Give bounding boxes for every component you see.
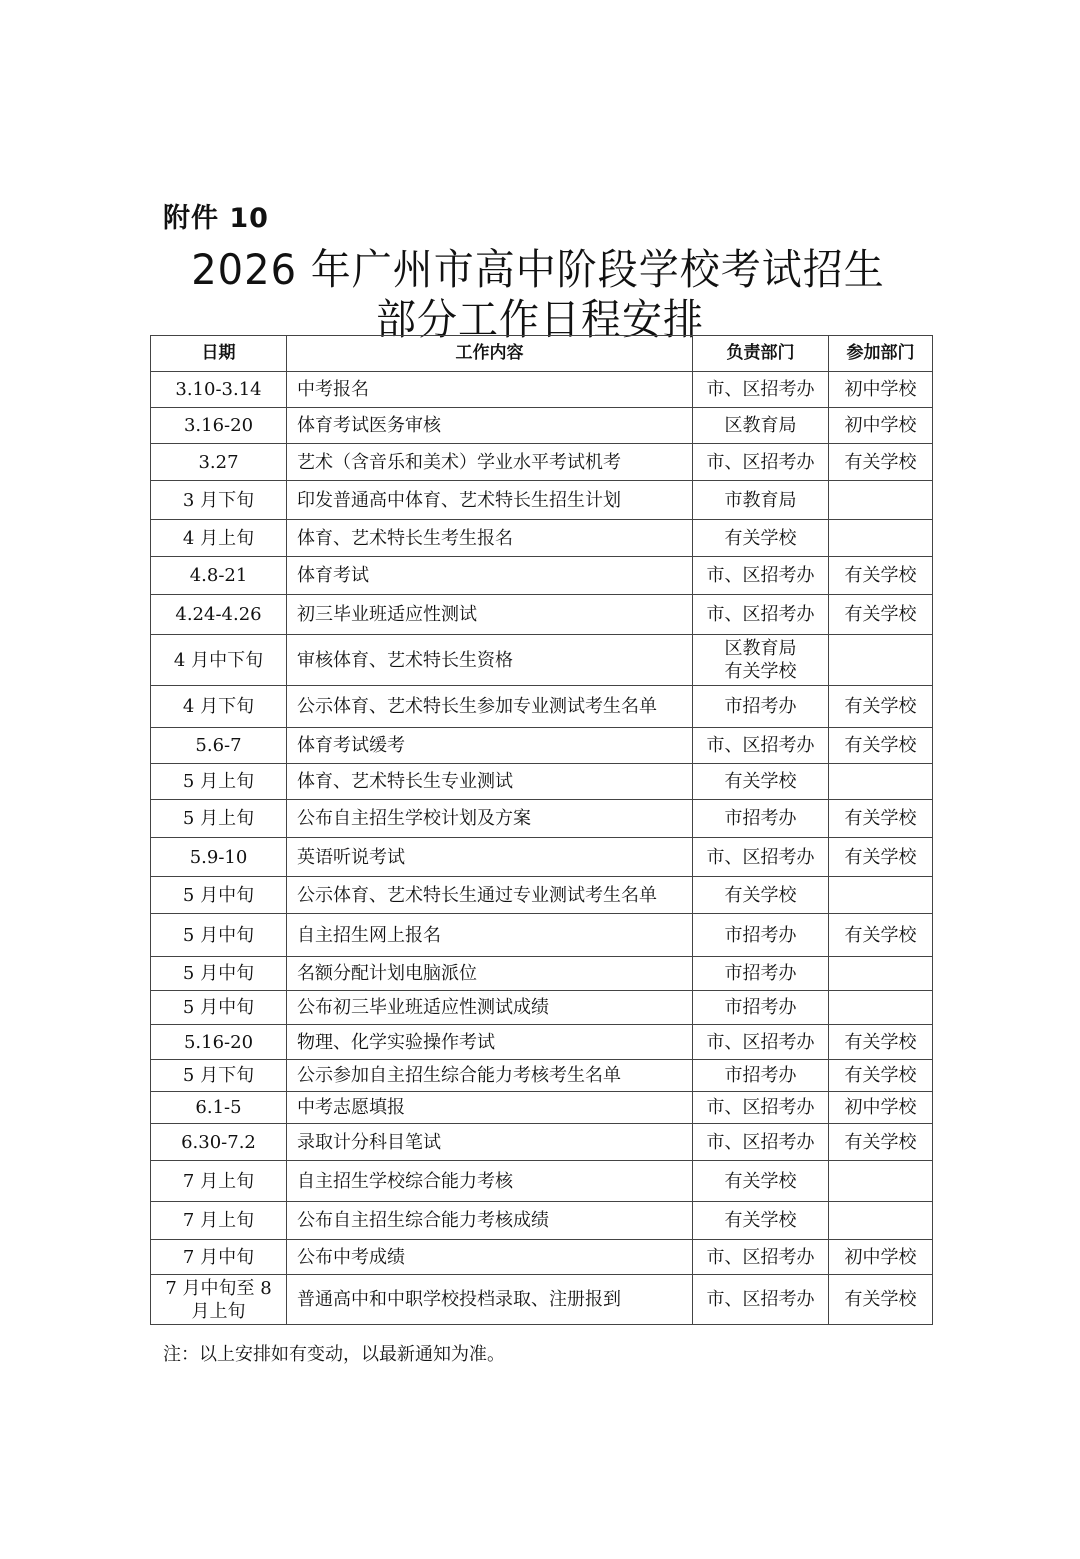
cell-participating [829,1202,933,1240]
cell-responsible: 市、区招考办 [693,1240,829,1275]
cell-task: 自主招生网上报名 [287,914,693,957]
header-task: 工作内容 [287,336,693,372]
cell-date: 5 月下旬 [151,1060,287,1092]
cell-participating [829,957,933,991]
cell-responsible: 市、区招考办 [693,728,829,764]
table-row [151,1275,933,1325]
cell-date: 6.30-7.2 [151,1124,287,1161]
cell-date: 5.16-20 [151,1025,287,1060]
cell-task: 录取计分科目笔试 [287,1124,693,1161]
cell-responsible: 市、区招考办 [693,372,829,408]
table-row [151,686,933,728]
cell-participating [829,481,933,520]
cell-responsible: 市招考办 [693,686,829,728]
footnote: 注：以上安排如有变动，以最新通知为准。 [163,1344,505,1365]
table-row [151,1124,933,1161]
cell-task: 体育考试医务审核 [287,408,693,444]
cell-task: 公布中考成绩 [287,1240,693,1275]
cell-task: 英语听说考试 [287,838,693,877]
cell-responsible: 市招考办 [693,800,829,838]
table-row [151,838,933,877]
cell-task: 体育、艺术特长生专业测试 [287,764,693,800]
cell-date: 4 月中下旬 [151,635,287,686]
table-row [151,1202,933,1240]
cell-responsible: 区教育局 [693,408,829,444]
cell-responsible: 有关学校 [693,877,829,914]
table-row [151,372,933,408]
cell-task: 物理、化学实验操作考试 [287,1025,693,1060]
cell-responsible: 有关学校 [693,764,829,800]
cell-participating: 有关学校 [829,800,933,838]
table-row [151,408,933,444]
cell-responsible: 有关学校 [693,1202,829,1240]
cell-participating [829,991,933,1025]
cell-participating [829,1161,933,1202]
cell-task: 普通高中和中职学校投档录取、注册报到 [287,1275,693,1325]
cell-responsible: 区教育局 有关学校 [693,635,829,686]
cell-responsible: 市招考办 [693,914,829,957]
cell-date: 3.10-3.14 [151,372,287,408]
cell-date: 3 月下旬 [151,481,287,520]
cell-task: 公示参加自主招生综合能力考核考生名单 [287,1060,693,1092]
cell-date: 5.6-7 [151,728,287,764]
table-row [151,914,933,957]
cell-task: 艺术（含音乐和美术）学业水平考试机考 [287,444,693,481]
attachment-label: 附件 10 [163,203,269,234]
cell-date: 4 月下旬 [151,686,287,728]
cell-task: 公布自主招生综合能力考核成绩 [287,1202,693,1240]
cell-task: 中考志愿填报 [287,1092,693,1124]
cell-responsible: 市招考办 [693,991,829,1025]
table-row [151,481,933,520]
table-row [151,764,933,800]
schedule-table [150,335,933,1325]
table-row [151,728,933,764]
cell-responsible: 市教育局 [693,481,829,520]
cell-task: 公示体育、艺术特长生参加专业测试考生名单 [287,686,693,728]
cell-date: 5 月上旬 [151,800,287,838]
cell-participating [829,635,933,686]
cell-task: 印发普通高中体育、艺术特长生招生计划 [287,481,693,520]
cell-participating: 初中学校 [829,372,933,408]
cell-date: 5.9-10 [151,838,287,877]
table-row [151,957,933,991]
cell-responsible: 市、区招考办 [693,444,829,481]
cell-task: 审核体育、艺术特长生资格 [287,635,693,686]
table-row [151,1025,933,1060]
cell-responsible: 市、区招考办 [693,1124,829,1161]
cell-date: 3.27 [151,444,287,481]
table-row [151,1161,933,1202]
cell-responsible: 市、区招考办 [693,1025,829,1060]
header-responsible: 负责部门 [693,336,829,372]
cell-date: 3.16-20 [151,408,287,444]
document-title-line-1: 2026 年广州市高中阶段学校考试招生 [191,246,885,295]
table-row [151,877,933,914]
table-row [151,1060,933,1092]
cell-task: 中考报名 [287,372,693,408]
table-row [151,991,933,1025]
cell-participating: 有关学校 [829,838,933,877]
document-title-line-2: 部分工作日程安排 [376,296,704,345]
cell-date: 6.1-5 [151,1092,287,1124]
table-row [151,557,933,595]
cell-date: 7 月上旬 [151,1202,287,1240]
cell-responsible: 市招考办 [693,1060,829,1092]
cell-responsible: 市、区招考办 [693,1092,829,1124]
cell-responsible: 市招考办 [693,957,829,991]
cell-participating: 有关学校 [829,686,933,728]
cell-date: 4 月上旬 [151,520,287,557]
cell-participating: 初中学校 [829,1092,933,1124]
cell-responsible: 市、区招考办 [693,838,829,877]
cell-task: 公布自主招生学校计划及方案 [287,800,693,838]
cell-responsible: 有关学校 [693,520,829,557]
header-date: 日期 [151,336,287,372]
cell-task: 体育考试缓考 [287,728,693,764]
table-row [151,595,933,635]
table-header-row [151,336,933,372]
cell-participating: 初中学校 [829,408,933,444]
cell-task: 公示体育、艺术特长生通过专业测试考生名单 [287,877,693,914]
cell-participating: 有关学校 [829,557,933,595]
table-row [151,635,933,686]
table-row [151,1240,933,1275]
cell-task: 自主招生学校综合能力考核 [287,1161,693,1202]
cell-task: 公布初三毕业班适应性测试成绩 [287,991,693,1025]
cell-participating [829,877,933,914]
cell-date: 4.8-21 [151,557,287,595]
cell-responsible: 市、区招考办 [693,557,829,595]
cell-responsible: 市、区招考办 [693,1275,829,1325]
cell-date: 7 月中旬 [151,1240,287,1275]
cell-date: 5 月中旬 [151,991,287,1025]
cell-participating [829,764,933,800]
table-row [151,800,933,838]
cell-task: 初三毕业班适应性测试 [287,595,693,635]
cell-participating: 有关学校 [829,595,933,635]
cell-responsible: 有关学校 [693,1161,829,1202]
cell-participating [829,520,933,557]
header-participating: 参加部门 [829,336,933,372]
cell-date: 5 月中旬 [151,877,287,914]
cell-participating: 有关学校 [829,1025,933,1060]
cell-task: 体育、艺术特长生考生报名 [287,520,693,557]
cell-participating: 有关学校 [829,914,933,957]
table-body [151,372,933,1325]
cell-participating: 有关学校 [829,728,933,764]
table-row [151,444,933,481]
cell-participating: 有关学校 [829,444,933,481]
cell-date: 5 月上旬 [151,764,287,800]
cell-date: 7 月上旬 [151,1161,287,1202]
cell-participating: 有关学校 [829,1060,933,1092]
cell-task: 体育考试 [287,557,693,595]
table-row [151,520,933,557]
cell-participating: 有关学校 [829,1275,933,1325]
cell-date: 5 月中旬 [151,957,287,991]
table-row [151,1092,933,1124]
cell-participating: 有关学校 [829,1124,933,1161]
cell-date: 7 月中旬至 8 月上旬 [151,1275,287,1325]
cell-date: 4.24-4.26 [151,595,287,635]
cell-participating: 初中学校 [829,1240,933,1275]
cell-responsible: 市、区招考办 [693,595,829,635]
cell-task: 名额分配计划电脑派位 [287,957,693,991]
cell-date: 5 月中旬 [151,914,287,957]
